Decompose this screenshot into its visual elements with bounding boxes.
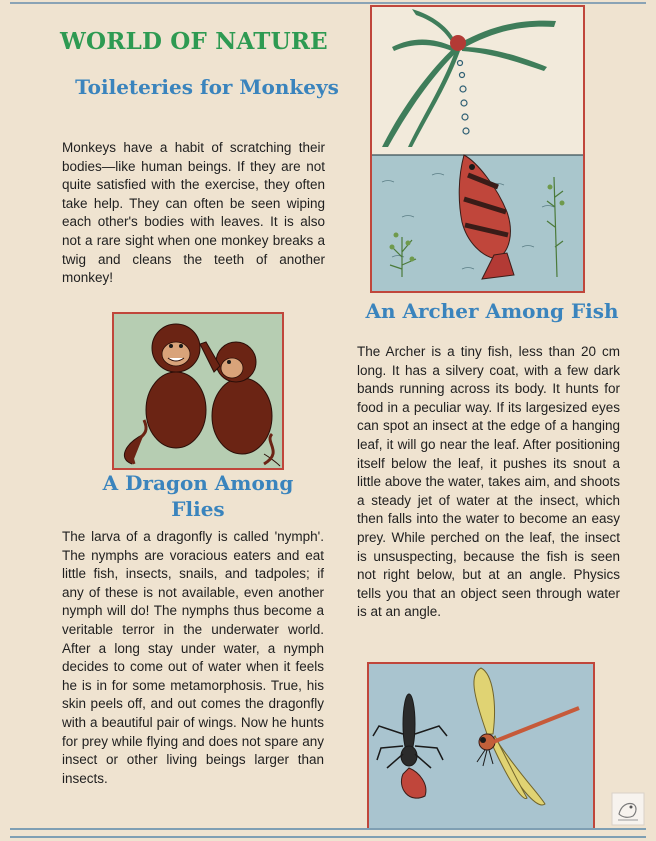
top-rule [10,2,646,4]
archer-fish-illustration [370,5,585,293]
watermark-stamp-icon [611,792,645,826]
bottom-rule [10,828,646,838]
dragon-body: The larva of a dragonfly is called 'nymph'. The nymphs are voracious eaters and eat little fish, insects, snails, and tadpoles; if any of these is not available, even another nymph will do! The nymphs thus become a veritable terror in the underwater world. After a long stay under water, a nymph decides to come out of water when it feels he is in for some metamorphosis. True, his skin peels off, and out comes the dragonfly with a beautiful pair of wings. Now he hunts for prey while flying and does not spare any insect or other living beings larger than insects. [62,529,324,786]
dragon-heading: A Dragon Among Flies [102,471,294,521]
archer-heading: An Archer Among Fish [365,299,619,323]
monkeys-body: Monkeys have a habit of scratching their bodies—like human beings. If they are not quite satisfied with the exercise, they often take help. They can often be seen wiping each other's bodies with leaves. It is also not a rare sight when one monkey breaks a twig and cleans the teeth of another monkey! [62,140,325,286]
nymph-dragonfly-illustration [367,662,595,830]
monkeys-illustration [112,312,284,470]
section-title: WORLD OF NATURE [60,28,328,55]
archer-body: The Archer is a tiny fish, less than 20 cm long. It has a silvery coat, with a few dark bands running across its body. It hunts for food in a peculiar way. If its largesized eyes can spot an insect at the edge of a hanging leaf, it will go near the leaf. After positioning itself below the leaf, it pushes its snout a little above the water, takes aim, and shoots a steady jet of water at the insect, which then falls into the water to become an easy prey. While perched on the leaf, the insect is unsuspecting, because the fish is seen not right below, but at an angle. Physics tells you that an object seen through water is at an angle. [357,344,620,620]
monkeys-heading: Toileteries for Monkeys [75,75,339,99]
